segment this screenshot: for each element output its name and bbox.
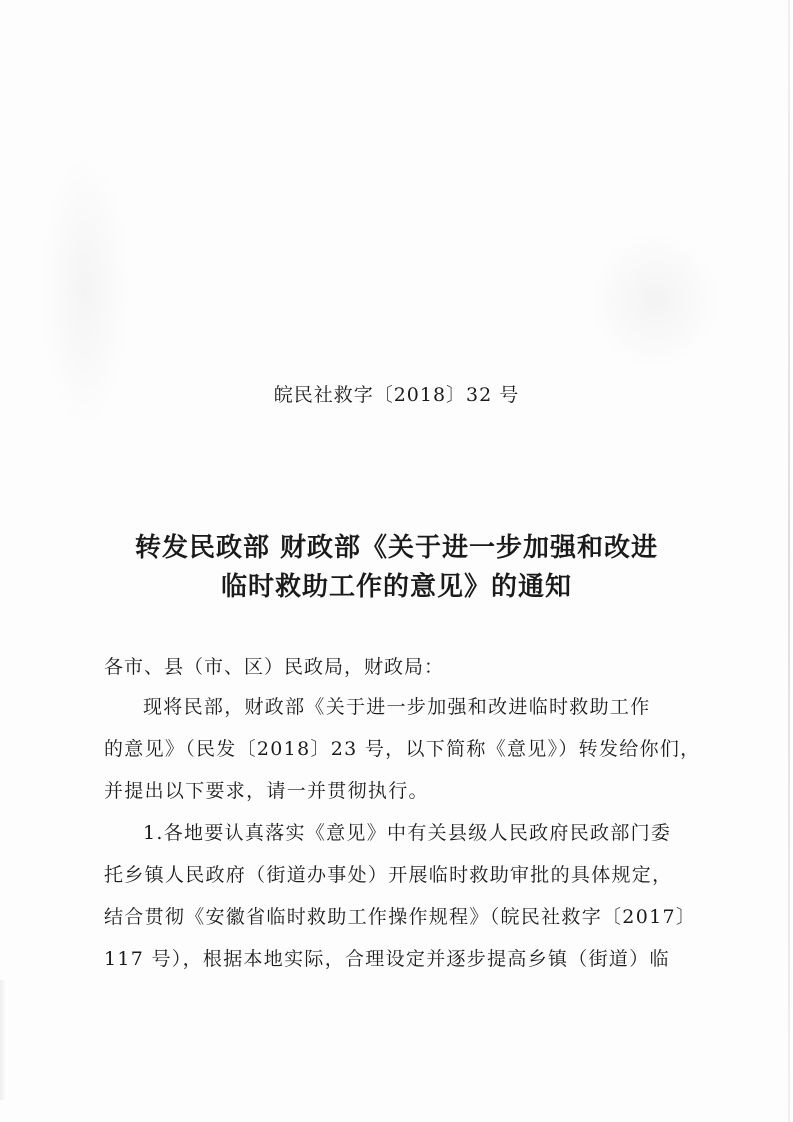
paragraph-line: 的意见》（民发〔2018〕23 号，以下简称《意见》）转发给你们， <box>104 738 701 760</box>
paragraph-line: 托乡镇人民政府（街道办事处）开展临时救助审批的具体规定， <box>104 864 673 886</box>
document-title-line-1: 转发民政部 财政部《关于进一步加强和改进 <box>134 533 659 563</box>
document-title-line-2: 临时救助工作的意见》的通知 <box>220 572 572 602</box>
paragraph-line: 1.各地要认真落实《意见》中有关县级人民政府民政部门委 <box>143 822 672 844</box>
paragraph-line: 结合贯彻《安徽省临时救助工作操作规程》（皖民社救字〔2017〕 <box>104 906 697 928</box>
salutation: 各市、县（市、区）民政局，财政局： <box>104 656 445 678</box>
paragraph-line: 并提出以下要求，请一并贯彻执行。 <box>104 780 429 802</box>
scan-edge <box>0 980 6 1100</box>
document-number: 皖民社救字〔2018〕32 号 <box>273 384 520 406</box>
scan-shadow <box>590 230 720 370</box>
paragraph-line: 现将民部，财政部《关于进一步加强和改进临时救助工作 <box>143 696 651 718</box>
paragraph-line: 117 号），根据本地实际，合理设定并逐步提高乡镇（街道）临 <box>104 948 670 970</box>
